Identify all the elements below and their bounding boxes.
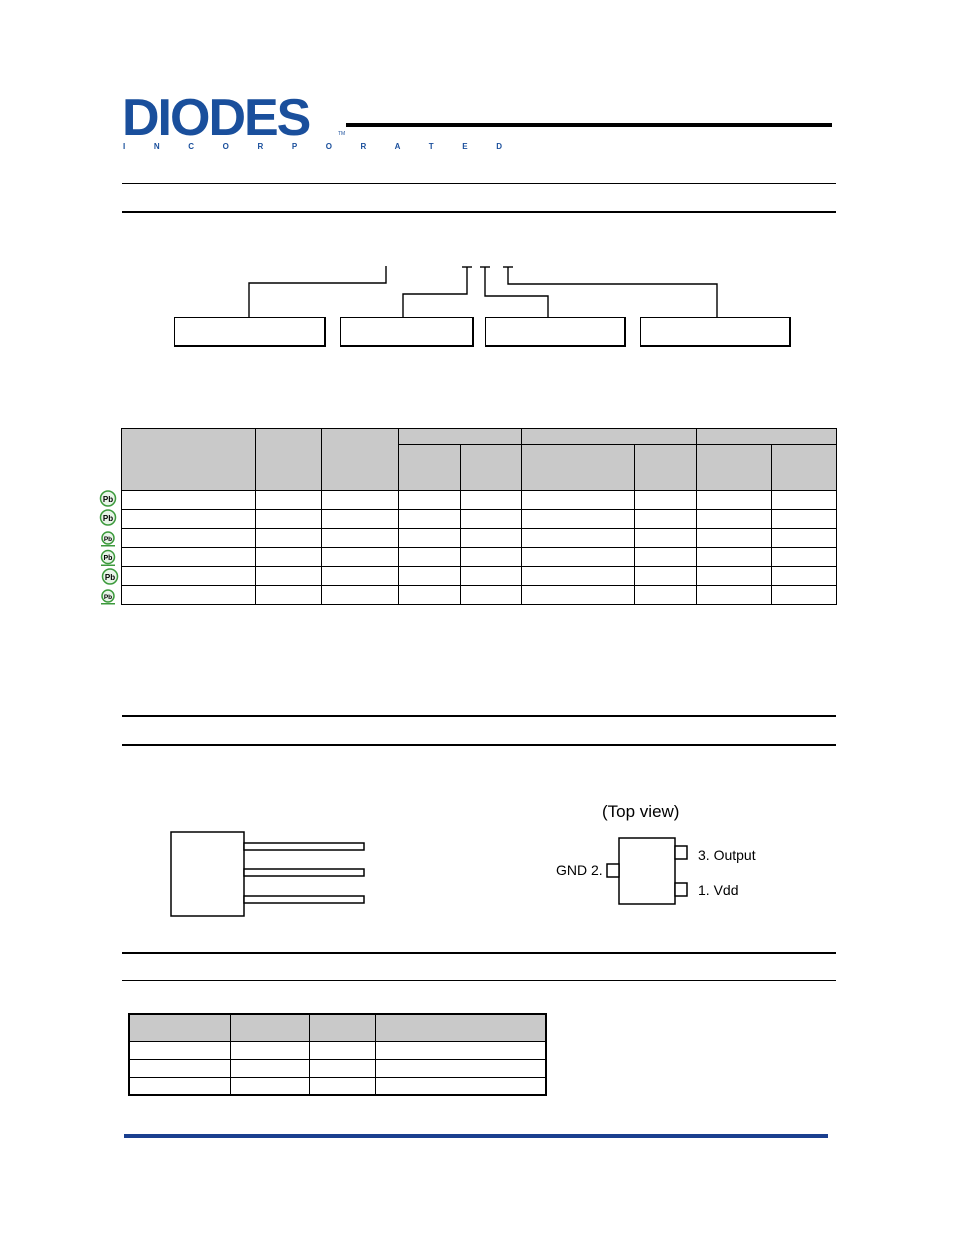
company-logo: DIODES bbox=[122, 89, 310, 147]
section-rule bbox=[122, 715, 836, 717]
svg-text:Pb: Pb bbox=[102, 495, 114, 504]
pb-free-icon bbox=[101, 568, 119, 586]
lead-free-green-icon bbox=[99, 549, 117, 567]
svg-text:Pb: Pb bbox=[102, 514, 114, 523]
code-box-1 bbox=[174, 317, 326, 347]
section-rule bbox=[122, 952, 836, 954]
header-cell bbox=[398, 429, 522, 445]
pin-description-table bbox=[128, 1013, 547, 1096]
header-cell bbox=[129, 1014, 230, 1041]
table-row bbox=[122, 567, 837, 586]
package-side-view bbox=[165, 825, 375, 925]
header-cell bbox=[697, 445, 772, 491]
table-row bbox=[122, 510, 837, 529]
code-box-4 bbox=[640, 317, 791, 347]
header-cell bbox=[398, 445, 460, 491]
svg-text:Pb: Pb bbox=[104, 573, 116, 582]
pin-label-vdd: 1. Vdd bbox=[698, 882, 739, 898]
code-box-3 bbox=[485, 317, 626, 347]
logo-tagline: I N C O R P O R A T E D bbox=[123, 142, 516, 151]
pin-label-output: 3. Output bbox=[698, 847, 756, 863]
tree-line-4 bbox=[508, 267, 717, 317]
lead-free-green-icon bbox=[99, 588, 117, 606]
section-rule-thin bbox=[122, 980, 836, 981]
lead-free-green-icon bbox=[99, 530, 117, 548]
tree-line-3 bbox=[485, 267, 548, 317]
svg-text:Pb: Pb bbox=[103, 555, 113, 562]
table-row bbox=[129, 1077, 546, 1095]
package-top-view bbox=[600, 830, 700, 910]
header-cell bbox=[460, 445, 522, 491]
header-cell bbox=[255, 429, 321, 491]
top-view-title: (Top view) bbox=[602, 802, 680, 821]
pb-free-icon bbox=[99, 509, 117, 527]
svg-text:Pb: Pb bbox=[103, 536, 113, 543]
footer-rule bbox=[124, 1134, 828, 1138]
header-cell bbox=[635, 445, 697, 491]
pb-free-icon bbox=[99, 490, 117, 508]
tree-line-2 bbox=[403, 267, 467, 317]
section-rule bbox=[122, 744, 836, 746]
table-row bbox=[122, 529, 837, 548]
table-row bbox=[122, 586, 837, 605]
header-cell bbox=[522, 429, 697, 445]
header-cell bbox=[522, 445, 635, 491]
header-cell bbox=[122, 429, 256, 491]
header-cell bbox=[375, 1014, 546, 1041]
header-cell bbox=[230, 1014, 309, 1041]
header-cell bbox=[697, 429, 837, 445]
logo-trademark: TM bbox=[338, 131, 346, 137]
table-row bbox=[122, 548, 837, 567]
table-row bbox=[129, 1041, 546, 1059]
table-row bbox=[129, 1059, 546, 1077]
table-row bbox=[122, 491, 837, 510]
header-cell bbox=[772, 445, 837, 491]
svg-text:Pb: Pb bbox=[103, 594, 113, 601]
pin-label-gnd: GND 2. bbox=[556, 862, 603, 878]
code-box-2 bbox=[340, 317, 474, 347]
header-cell bbox=[321, 429, 398, 491]
tree-line-1 bbox=[249, 266, 386, 317]
header-cell bbox=[309, 1014, 375, 1041]
ordering-table bbox=[121, 428, 837, 605]
ordering-code-diagram bbox=[0, 0, 954, 360]
